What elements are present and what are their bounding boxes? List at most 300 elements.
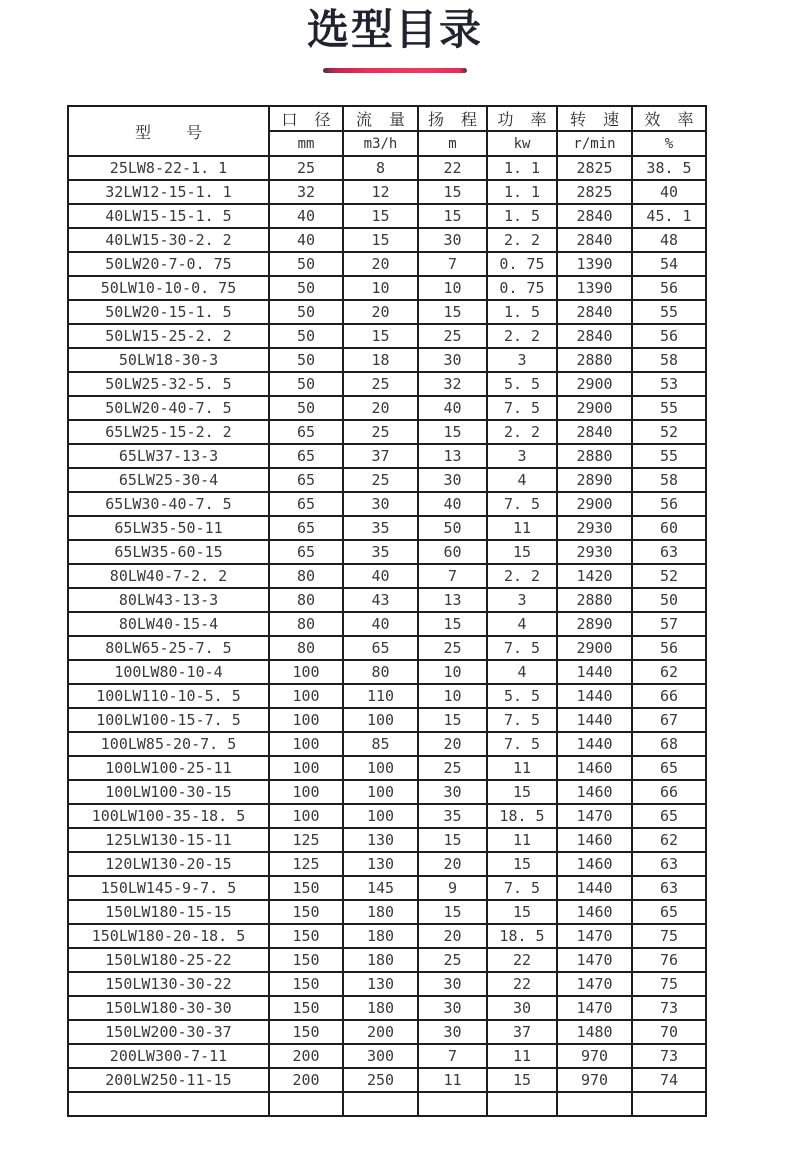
table-row <box>68 756 706 780</box>
cell-empty <box>269 1092 343 1116</box>
cell-diameter: 50 <box>269 324 343 348</box>
table-row <box>68 372 706 396</box>
col-header-head: 扬 程 <box>418 106 487 131</box>
cell-speed: 1470 <box>557 948 632 972</box>
cell-power: 22 <box>487 948 557 972</box>
cell-flow: 100 <box>343 756 418 780</box>
cell-flow: 100 <box>343 708 418 732</box>
cell-power: 2. 2 <box>487 228 557 252</box>
cell-diameter: 65 <box>269 468 343 492</box>
cell-diameter: 100 <box>269 684 343 708</box>
cell-diameter: 150 <box>269 924 343 948</box>
cell-speed: 2900 <box>557 396 632 420</box>
cell-diameter: 100 <box>269 756 343 780</box>
cell-flow: 37 <box>343 444 418 468</box>
cell-head: 40 <box>418 396 487 420</box>
cell-head: 7 <box>418 1044 487 1068</box>
cell-diameter: 100 <box>269 732 343 756</box>
table-row <box>68 1068 706 1092</box>
cell-flow: 35 <box>343 516 418 540</box>
cell-model: 80LW65-25-7. 5 <box>68 636 269 660</box>
cell-efficiency: 55 <box>632 300 706 324</box>
cell-head: 20 <box>418 732 487 756</box>
cell-power: 5. 5 <box>487 684 557 708</box>
cell-efficiency: 68 <box>632 732 706 756</box>
cell-speed: 2900 <box>557 492 632 516</box>
cell-head: 30 <box>418 972 487 996</box>
cell-diameter: 150 <box>269 876 343 900</box>
table-row <box>68 516 706 540</box>
table-row <box>68 684 706 708</box>
cell-power: 4 <box>487 612 557 636</box>
cell-efficiency: 45. 1 <box>632 204 706 228</box>
cell-efficiency: 56 <box>632 636 706 660</box>
cell-efficiency: 38. 5 <box>632 156 706 180</box>
table-row <box>68 876 706 900</box>
cell-diameter: 150 <box>269 948 343 972</box>
cell-diameter: 40 <box>269 228 343 252</box>
cell-diameter: 65 <box>269 444 343 468</box>
table-row <box>68 180 706 204</box>
col-unit-flow: m3/h <box>343 131 418 156</box>
col-unit-efficiency: % <box>632 131 706 156</box>
cell-empty <box>418 1092 487 1116</box>
cell-power: 15 <box>487 1068 557 1092</box>
cell-head: 15 <box>418 420 487 444</box>
cell-power: 7. 5 <box>487 732 557 756</box>
cell-efficiency: 70 <box>632 1020 706 1044</box>
cell-power: 15 <box>487 780 557 804</box>
cell-diameter: 80 <box>269 588 343 612</box>
cell-power: 2. 2 <box>487 324 557 348</box>
cell-empty <box>632 1092 706 1116</box>
cell-speed: 1460 <box>557 852 632 876</box>
cell-model: 50LW25-32-5. 5 <box>68 372 269 396</box>
cell-speed: 2880 <box>557 588 632 612</box>
cell-speed: 2890 <box>557 612 632 636</box>
cell-efficiency: 55 <box>632 396 706 420</box>
cell-efficiency: 63 <box>632 876 706 900</box>
cell-diameter: 50 <box>269 276 343 300</box>
cell-speed: 2825 <box>557 156 632 180</box>
cell-diameter: 65 <box>269 420 343 444</box>
table-row <box>68 588 706 612</box>
cell-efficiency: 52 <box>632 564 706 588</box>
cell-power: 1. 1 <box>487 156 557 180</box>
table-row <box>68 780 706 804</box>
cell-speed: 1460 <box>557 900 632 924</box>
cell-flow: 15 <box>343 324 418 348</box>
cell-diameter: 150 <box>269 1020 343 1044</box>
cell-flow: 25 <box>343 468 418 492</box>
cell-model: 150LW180-30-30 <box>68 996 269 1020</box>
table-row <box>68 636 706 660</box>
cell-diameter: 150 <box>269 900 343 924</box>
cell-empty <box>557 1092 632 1116</box>
cell-model: 100LW110-10-5. 5 <box>68 684 269 708</box>
cell-flow: 20 <box>343 396 418 420</box>
cell-efficiency: 75 <box>632 972 706 996</box>
cell-flow: 130 <box>343 972 418 996</box>
cell-flow: 15 <box>343 228 418 252</box>
table-row <box>68 1044 706 1068</box>
cell-model: 80LW40-15-4 <box>68 612 269 636</box>
cell-head: 15 <box>418 900 487 924</box>
cell-power: 11 <box>487 1044 557 1068</box>
cell-power: 7. 5 <box>487 876 557 900</box>
cell-speed: 1440 <box>557 660 632 684</box>
cell-model: 50LW18-30-3 <box>68 348 269 372</box>
cell-head: 15 <box>418 612 487 636</box>
cell-power: 1. 1 <box>487 180 557 204</box>
table-row <box>68 492 706 516</box>
cell-efficiency: 62 <box>632 828 706 852</box>
table-row <box>68 252 706 276</box>
cell-model: 80LW40-7-2. 2 <box>68 564 269 588</box>
cell-power: 18. 5 <box>487 804 557 828</box>
cell-flow: 20 <box>343 252 418 276</box>
cell-model: 50LW10-10-0. 75 <box>68 276 269 300</box>
cell-model: 100LW100-15-7. 5 <box>68 708 269 732</box>
cell-power: 1. 5 <box>487 204 557 228</box>
cell-model: 50LW20-7-0. 75 <box>68 252 269 276</box>
cell-speed: 2890 <box>557 468 632 492</box>
col-header-flow: 流 量 <box>343 106 418 131</box>
cell-head: 13 <box>418 588 487 612</box>
cell-diameter: 100 <box>269 660 343 684</box>
cell-head: 20 <box>418 924 487 948</box>
cell-speed: 970 <box>557 1044 632 1068</box>
cell-efficiency: 57 <box>632 612 706 636</box>
cell-speed: 2900 <box>557 372 632 396</box>
cell-diameter: 32 <box>269 180 343 204</box>
cell-head: 30 <box>418 348 487 372</box>
cell-power: 3 <box>487 348 557 372</box>
cell-speed: 2880 <box>557 444 632 468</box>
cell-head: 10 <box>418 684 487 708</box>
cell-model: 200LW300-7-11 <box>68 1044 269 1068</box>
cell-efficiency: 65 <box>632 900 706 924</box>
col-unit-power: kw <box>487 131 557 156</box>
cell-speed: 1470 <box>557 804 632 828</box>
col-unit-diameter: mm <box>269 131 343 156</box>
cell-diameter: 200 <box>269 1044 343 1068</box>
cell-diameter: 50 <box>269 372 343 396</box>
cell-model: 150LW180-20-18. 5 <box>68 924 269 948</box>
cell-flow: 18 <box>343 348 418 372</box>
table-row <box>68 468 706 492</box>
cell-efficiency: 73 <box>632 996 706 1020</box>
cell-diameter: 80 <box>269 564 343 588</box>
cell-model: 80LW43-13-3 <box>68 588 269 612</box>
cell-flow: 110 <box>343 684 418 708</box>
cell-model: 125LW130-15-11 <box>68 828 269 852</box>
cell-speed: 1470 <box>557 996 632 1020</box>
cell-head: 15 <box>418 204 487 228</box>
title-accent-line <box>323 68 467 73</box>
cell-power: 2. 2 <box>487 564 557 588</box>
table-row <box>68 660 706 684</box>
cell-head: 60 <box>418 540 487 564</box>
cell-speed: 1390 <box>557 252 632 276</box>
cell-efficiency: 75 <box>632 924 706 948</box>
table-row <box>68 948 706 972</box>
table-row <box>68 708 706 732</box>
cell-efficiency: 67 <box>632 708 706 732</box>
cell-speed: 2840 <box>557 204 632 228</box>
cell-flow: 85 <box>343 732 418 756</box>
cell-speed: 2930 <box>557 516 632 540</box>
cell-model: 40LW15-30-2. 2 <box>68 228 269 252</box>
cell-flow: 130 <box>343 852 418 876</box>
cell-diameter: 40 <box>269 204 343 228</box>
table-body <box>68 156 706 1116</box>
cell-efficiency: 63 <box>632 540 706 564</box>
table-row <box>68 804 706 828</box>
cell-speed: 1480 <box>557 1020 632 1044</box>
cell-efficiency: 66 <box>632 780 706 804</box>
cell-empty <box>68 1092 269 1116</box>
cell-speed: 1440 <box>557 684 632 708</box>
cell-speed: 2840 <box>557 324 632 348</box>
table-row <box>68 828 706 852</box>
cell-model: 32LW12-15-1. 1 <box>68 180 269 204</box>
cell-flow: 20 <box>343 300 418 324</box>
cell-head: 30 <box>418 468 487 492</box>
cell-head: 30 <box>418 996 487 1020</box>
col-header-speed: 转 速 <box>557 106 632 131</box>
cell-flow: 100 <box>343 804 418 828</box>
cell-head: 50 <box>418 516 487 540</box>
cell-power: 37 <box>487 1020 557 1044</box>
cell-speed: 2880 <box>557 348 632 372</box>
cell-efficiency: 53 <box>632 372 706 396</box>
cell-efficiency: 52 <box>632 420 706 444</box>
cell-flow: 12 <box>343 180 418 204</box>
cell-power: 15 <box>487 540 557 564</box>
col-unit-head: m <box>418 131 487 156</box>
cell-head: 32 <box>418 372 487 396</box>
cell-head: 35 <box>418 804 487 828</box>
cell-power: 2. 2 <box>487 420 557 444</box>
cell-head: 7 <box>418 252 487 276</box>
cell-diameter: 50 <box>269 300 343 324</box>
selection-table <box>67 105 707 1117</box>
cell-head: 9 <box>418 876 487 900</box>
col-unit-speed: r/min <box>557 131 632 156</box>
cell-model: 100LW100-25-11 <box>68 756 269 780</box>
cell-head: 7 <box>418 564 487 588</box>
cell-model: 65LW35-50-11 <box>68 516 269 540</box>
cell-speed: 1460 <box>557 828 632 852</box>
cell-power: 1. 5 <box>487 300 557 324</box>
cell-diameter: 80 <box>269 636 343 660</box>
cell-power: 11 <box>487 756 557 780</box>
cell-model: 100LW85-20-7. 5 <box>68 732 269 756</box>
cell-speed: 2900 <box>557 636 632 660</box>
cell-head: 15 <box>418 708 487 732</box>
cell-head: 30 <box>418 228 487 252</box>
col-header-diameter: 口 径 <box>269 106 343 131</box>
cell-efficiency: 62 <box>632 660 706 684</box>
cell-head: 10 <box>418 660 487 684</box>
cell-flow: 180 <box>343 924 418 948</box>
cell-model: 65LW25-15-2. 2 <box>68 420 269 444</box>
cell-head: 30 <box>418 1020 487 1044</box>
cell-model: 65LW37-13-3 <box>68 444 269 468</box>
cell-model: 25LW8-22-1. 1 <box>68 156 269 180</box>
cell-efficiency: 54 <box>632 252 706 276</box>
cell-speed: 2840 <box>557 420 632 444</box>
cell-head: 11 <box>418 1068 487 1092</box>
cell-power: 0. 75 <box>487 276 557 300</box>
cell-flow: 65 <box>343 636 418 660</box>
cell-power: 11 <box>487 828 557 852</box>
cell-power: 3 <box>487 444 557 468</box>
col-header-efficiency: 效 率 <box>632 106 706 131</box>
table-row <box>68 852 706 876</box>
cell-efficiency: 56 <box>632 492 706 516</box>
cell-model: 65LW35-60-15 <box>68 540 269 564</box>
table-row <box>68 276 706 300</box>
cell-flow: 25 <box>343 372 418 396</box>
cell-diameter: 100 <box>269 804 343 828</box>
cell-speed: 1460 <box>557 780 632 804</box>
cell-efficiency: 40 <box>632 180 706 204</box>
cell-head: 15 <box>418 180 487 204</box>
cell-speed: 2840 <box>557 228 632 252</box>
table-row <box>68 996 706 1020</box>
cell-power: 7. 5 <box>487 636 557 660</box>
cell-speed: 1390 <box>557 276 632 300</box>
table-row <box>68 348 706 372</box>
cell-power: 15 <box>487 852 557 876</box>
page-title: 选型目录 <box>306 5 483 54</box>
table-row <box>68 300 706 324</box>
cell-head: 15 <box>418 828 487 852</box>
cell-flow: 40 <box>343 564 418 588</box>
cell-power: 4 <box>487 468 557 492</box>
table-row <box>68 444 706 468</box>
cell-empty <box>343 1092 418 1116</box>
cell-diameter: 65 <box>269 516 343 540</box>
cell-power: 7. 5 <box>487 708 557 732</box>
cell-diameter: 100 <box>269 708 343 732</box>
cell-flow: 100 <box>343 780 418 804</box>
cell-head: 22 <box>418 156 487 180</box>
cell-diameter: 150 <box>269 996 343 1020</box>
table-row <box>68 324 706 348</box>
cell-model: 40LW15-15-1. 5 <box>68 204 269 228</box>
cell-head: 20 <box>418 852 487 876</box>
cell-diameter: 125 <box>269 828 343 852</box>
cell-diameter: 50 <box>269 348 343 372</box>
cell-speed: 2825 <box>557 180 632 204</box>
cell-flow: 130 <box>343 828 418 852</box>
title-block <box>0 0 790 73</box>
cell-flow: 25 <box>343 420 418 444</box>
cell-flow: 40 <box>343 612 418 636</box>
cell-flow: 35 <box>343 540 418 564</box>
cell-head: 25 <box>418 756 487 780</box>
cell-power: 0. 75 <box>487 252 557 276</box>
cell-flow: 145 <box>343 876 418 900</box>
cell-efficiency: 74 <box>632 1068 706 1092</box>
cell-model: 200LW250-11-15 <box>68 1068 269 1092</box>
cell-efficiency: 65 <box>632 804 706 828</box>
cell-flow: 80 <box>343 660 418 684</box>
table-row <box>68 156 706 180</box>
cell-speed: 2930 <box>557 540 632 564</box>
cell-power: 7. 5 <box>487 396 557 420</box>
col-header-model: 型 号 <box>68 106 269 156</box>
cell-model: 50LW20-40-7. 5 <box>68 396 269 420</box>
col-header-power: 功 率 <box>487 106 557 131</box>
cell-power: 7. 5 <box>487 492 557 516</box>
cell-head: 25 <box>418 948 487 972</box>
cell-speed: 1440 <box>557 708 632 732</box>
cell-speed: 1420 <box>557 564 632 588</box>
table-row <box>68 900 706 924</box>
cell-efficiency: 73 <box>632 1044 706 1068</box>
cell-efficiency: 56 <box>632 276 706 300</box>
cell-diameter: 125 <box>269 852 343 876</box>
cell-model: 150LW130-30-22 <box>68 972 269 996</box>
cell-efficiency: 76 <box>632 948 706 972</box>
cell-head: 30 <box>418 780 487 804</box>
cell-model: 100LW100-35-18. 5 <box>68 804 269 828</box>
cell-model: 100LW80-10-4 <box>68 660 269 684</box>
cell-efficiency: 65 <box>632 756 706 780</box>
cell-model: 120LW130-20-15 <box>68 852 269 876</box>
table-row <box>68 396 706 420</box>
cell-speed: 1440 <box>557 732 632 756</box>
cell-diameter: 200 <box>269 1068 343 1092</box>
cell-model: 150LW180-25-22 <box>68 948 269 972</box>
cell-power: 11 <box>487 516 557 540</box>
cell-power: 5. 5 <box>487 372 557 396</box>
cell-diameter: 25 <box>269 156 343 180</box>
cell-efficiency: 50 <box>632 588 706 612</box>
cell-diameter: 50 <box>269 396 343 420</box>
table-row <box>68 540 706 564</box>
cell-flow: 10 <box>343 276 418 300</box>
cell-model: 150LW200-30-37 <box>68 1020 269 1044</box>
cell-efficiency: 55 <box>632 444 706 468</box>
header-row-labels <box>68 106 706 131</box>
table-row <box>68 1020 706 1044</box>
cell-diameter: 65 <box>269 492 343 516</box>
table-row <box>68 732 706 756</box>
cell-speed: 1470 <box>557 924 632 948</box>
cell-diameter: 100 <box>269 780 343 804</box>
cell-model: 50LW20-15-1. 5 <box>68 300 269 324</box>
cell-speed: 1470 <box>557 972 632 996</box>
cell-power: 22 <box>487 972 557 996</box>
cell-model: 65LW30-40-7. 5 <box>68 492 269 516</box>
table-row <box>68 228 706 252</box>
cell-model: 50LW15-25-2. 2 <box>68 324 269 348</box>
cell-empty <box>487 1092 557 1116</box>
cell-power: 18. 5 <box>487 924 557 948</box>
cell-flow: 8 <box>343 156 418 180</box>
cell-efficiency: 58 <box>632 468 706 492</box>
cell-speed: 1440 <box>557 876 632 900</box>
cell-flow: 180 <box>343 900 418 924</box>
cell-efficiency: 48 <box>632 228 706 252</box>
cell-speed: 970 <box>557 1068 632 1092</box>
cell-diameter: 65 <box>269 540 343 564</box>
